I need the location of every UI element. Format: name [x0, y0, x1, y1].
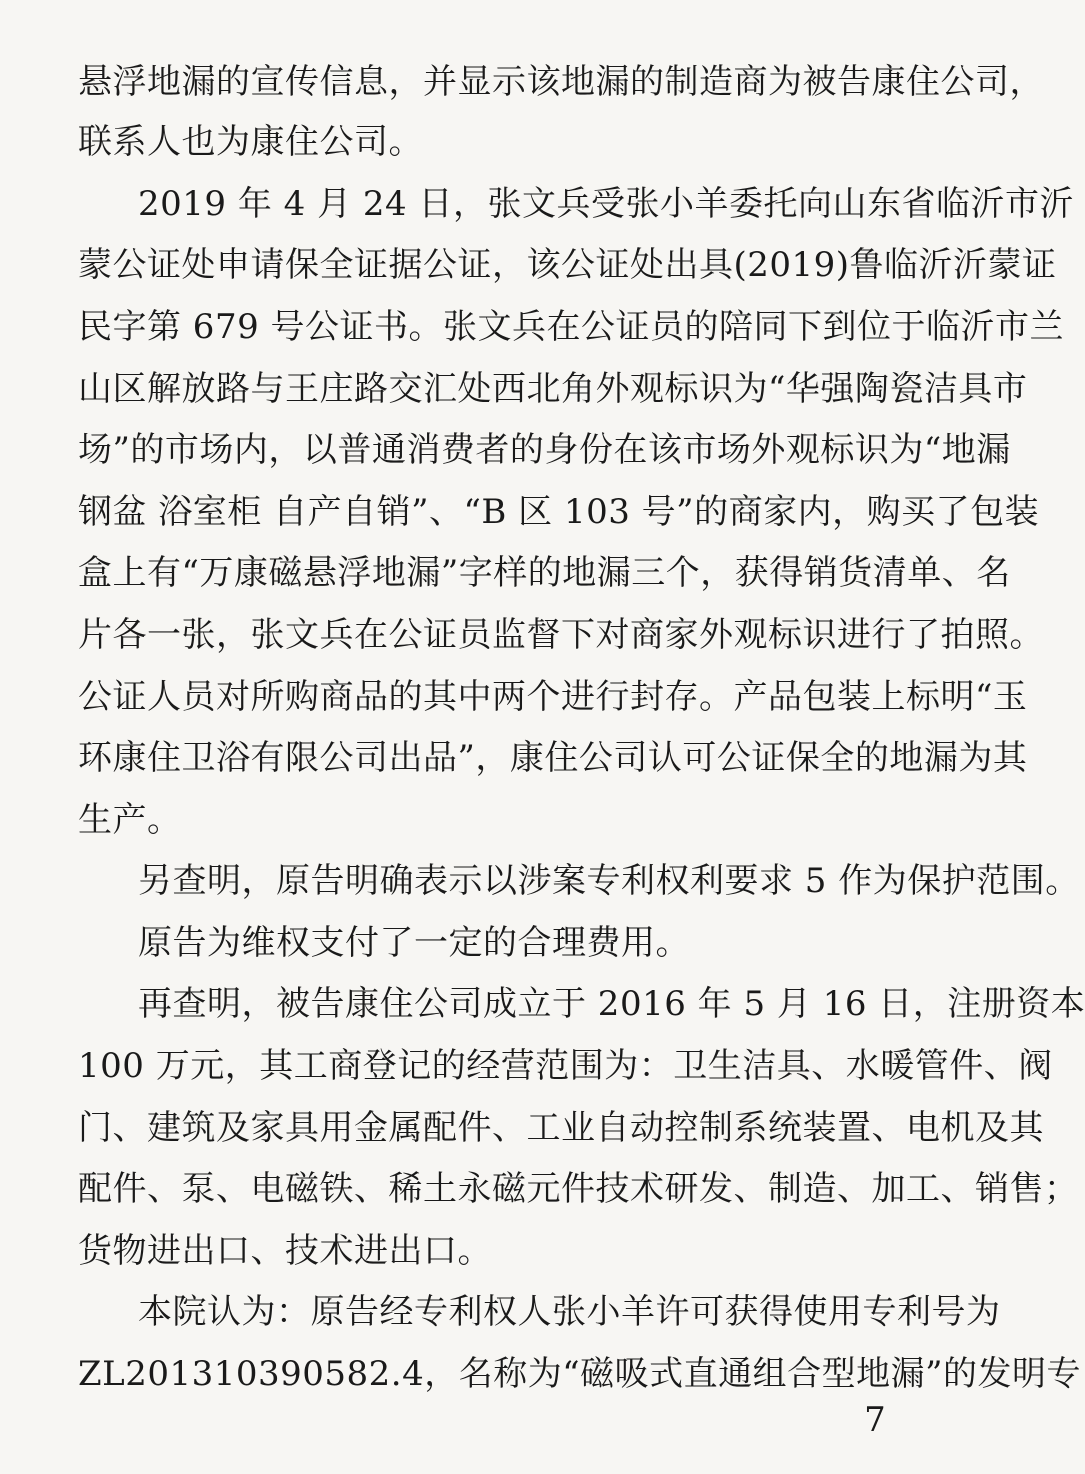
paragraph-start-line: 另查明，原告明确表示以涉案专利权利要求 5 作为保护范围。: [138, 861, 1080, 901]
text-line: 配件、泵、电磁铁、稀土永磁元件技术研发、制造、加工、销售；: [78, 1169, 1079, 1209]
page-number: 7: [864, 1400, 886, 1440]
paragraph-start-line: 原告为维权支付了一定的合理费用。: [138, 923, 690, 963]
text-line: 联系人也为康住公司。: [78, 122, 423, 162]
paragraph-start-line: 2019 年 4 月 24 日，张文兵受张小羊委托向山东省临沂市沂: [138, 184, 1074, 224]
text-line: 山区解放路与王庄路交汇处西北角外观标识为“华强陶瓷洁具市: [78, 369, 1028, 409]
text-line: 民字第 679 号公证书。张文兵在公证员的陪同下到位于临沂市兰: [78, 307, 1065, 347]
text-line: 钢盆 浴室柜 自产自销”、“B 区 103 号”的商家内，购买了包装: [78, 492, 1040, 532]
text-line: ZL201310390582.4，名称为“磁吸式直通组合型地漏”的发明专: [78, 1354, 1081, 1394]
text-line: 100 万元，其工商登记的经营范围为：卫生洁具、水暖管件、阀: [78, 1046, 1053, 1086]
text-line: 场”的市场内，以普通消费者的身份在该市场外观标识为“地漏: [78, 430, 1011, 470]
text-line: 蒙公证处申请保全证据公证，该公证处出具(2019)鲁临沂沂蒙证: [78, 245, 1057, 285]
text-line: 生产。: [78, 800, 182, 840]
text-line: 悬浮地漏的宣传信息，并显示该地漏的制造商为被告康住公司，: [78, 62, 1044, 102]
paragraph-start-line: 本院认为：原告经专利权人张小羊许可获得使用专利号为: [138, 1292, 1001, 1332]
paragraph-start-line: 再查明，被告康住公司成立于 2016 年 5 月 16 日，注册资本: [138, 984, 1085, 1024]
text-line: 公证人员对所购商品的其中两个进行封存。产品包装上标明“玉: [78, 677, 1028, 717]
text-line: 货物进出口、技术进出口。: [78, 1231, 492, 1271]
text-line: 门、建筑及家具用金属配件、工业自动控制系统装置、电机及其: [78, 1108, 1044, 1148]
text-line: 环康住卫浴有限公司出品”，康住公司认可公证保全的地漏为其: [78, 738, 1028, 778]
text-line: 片各一张，张文兵在公证员监督下对商家外观标识进行了拍照。: [78, 615, 1044, 655]
text-line: 盒上有“万康磁悬浮地漏”字样的地漏三个，获得销货清单、名: [78, 553, 1011, 593]
